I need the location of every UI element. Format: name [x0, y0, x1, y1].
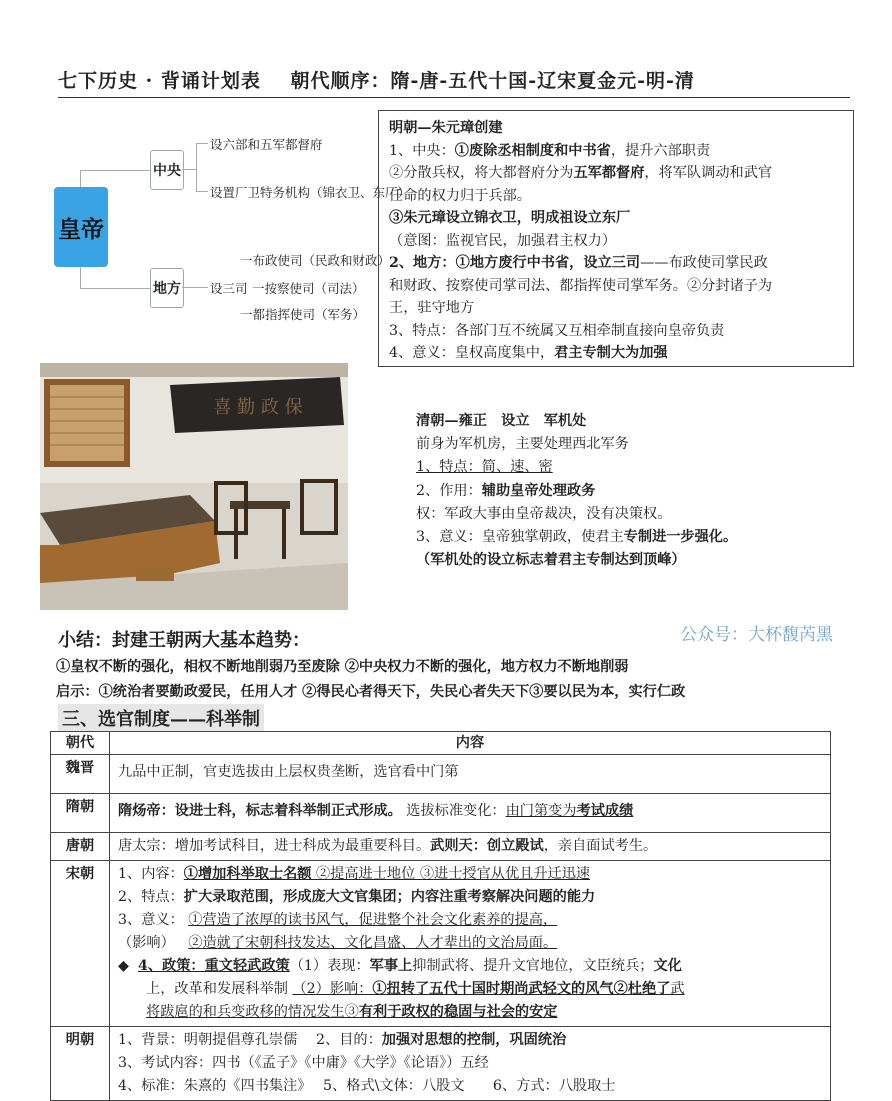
dynasty-cell: 唐朝	[51, 833, 110, 861]
content-text: 增加考试科目，进士科成为最重要科目。	[174, 838, 431, 854]
qing-text: 权：军政大事由皇帝裁决，没有决策权。	[416, 505, 672, 522]
dynasty-order: 朝代顺序：隋-唐-五代十国-辽宋夏金元-明-清	[290, 70, 695, 92]
content-text: 选拔标准变化：	[401, 803, 506, 819]
emperor-node: 皇帝	[54, 187, 108, 267]
qing-text: 前身为军机房，主要处理西北军务	[416, 436, 629, 453]
table-header-row	[51, 732, 831, 755]
ming-text: 王，驻守地方	[389, 300, 475, 316]
qing-junjichu-block	[416, 410, 737, 572]
content-text: （影响）	[118, 935, 175, 951]
ming-text: 皇权高度集中，	[454, 345, 555, 361]
content-text: ，亲自面试考生。	[543, 838, 658, 854]
ming-text: 各部门互不统属又互相牵制直接向皇帝负责	[454, 322, 725, 339]
plaque-text: 喜 勤 政 保	[213, 397, 303, 418]
ming-text: 4、意义：	[389, 345, 455, 361]
content-cell	[110, 861, 831, 1027]
content-text: ②造就了宋朝科技发达、文化昌盛、人才辈出的文治局面。	[188, 935, 558, 951]
ming-text: ，将军队调动和武官	[644, 165, 773, 181]
ming-summary-box	[378, 110, 854, 367]
content-text: 九品中正制，官吏选拔由上层权贵垄断，选官看中门第	[118, 764, 459, 780]
content-text: 考试成绩	[576, 803, 634, 819]
header-content: 内容	[110, 732, 831, 755]
content-text: 1、内容：	[118, 866, 184, 882]
content-text: ①增加科举取士名额	[183, 866, 312, 882]
ming-text: ，提升六部职责	[610, 142, 711, 159]
ming-text: 1、中央：	[389, 142, 455, 159]
ming-text: 君主专制大为加强	[554, 345, 668, 361]
content-text: 唐太宗：	[118, 838, 175, 854]
content-text: 文化	[653, 958, 682, 974]
content-text: 创立殿试	[486, 838, 544, 854]
ming-text: ①地方废行中书省，设立三司	[455, 255, 641, 271]
junjichu-photo-illustration	[40, 363, 348, 610]
content-text: 2、特点：	[118, 889, 184, 905]
qing-text: （军机处的设立标志着君主专制达到顶峰）	[416, 552, 686, 569]
local-item-2: 一按察使司（司法）	[252, 281, 365, 296]
content-text: 3、意义：	[118, 912, 184, 928]
summary-line-2: 启示：①统治者要勤政爱民，任用人才 ②得民心者得天下，失民心者失天下③要以民为本，实行仁政	[56, 684, 686, 700]
content-text: 有利于政权的稳固与社会的安定	[358, 1004, 558, 1020]
content-text: 军事上	[369, 958, 413, 974]
content-text: ②提高进士地位 ③进士授官从优且升迁迅速	[311, 866, 591, 882]
content-text: （2）影响：	[292, 981, 373, 997]
dynasty-cell: 隋朝	[51, 794, 110, 833]
content-cell	[110, 794, 831, 833]
content-text: 由门第变为	[505, 803, 577, 819]
diamond-bullet-icon: ◆	[118, 958, 129, 974]
summary-heading: 小结：封建王朝两大基本趋势：	[58, 630, 310, 651]
content-text: 武	[670, 981, 685, 997]
central-item-1: 设六部和五军都督府	[210, 137, 323, 152]
local-item-3: 一都指挥使司（军务）	[240, 307, 366, 322]
ming-text: ③朱元璋设立锦衣卫，明成祖设立东厂	[389, 210, 631, 226]
ming-text: 任命的权力归于兵部。	[389, 187, 531, 204]
qing-text: 3、意义：	[416, 529, 482, 546]
dynasty-cell: 宋朝	[51, 861, 110, 1027]
table-row	[51, 794, 831, 833]
qing-title: 清朝—雍正 设立 军机处	[416, 413, 587, 429]
local-prefix: 设三司	[210, 281, 248, 296]
ming-text: （意图：监视官民，加强君主权力）	[389, 232, 617, 249]
content-cell	[110, 833, 831, 861]
content-text: 扩大录取范围，形成庞大文官集团；内容注重考察解决问题的能力	[183, 889, 596, 905]
qing-text: 1、特点：简、速、密	[416, 459, 553, 476]
summary-line-1: ①皇权不断的强化，相权不断地削弱乃至废除 ②中央权力不断的强化，地方权力不断地削弱	[56, 659, 629, 675]
central-item-2: 设置厂卫特务机构（锦衣卫、东厂）	[210, 185, 411, 200]
content-text: ①扭转了五代十国时期尚武轻文的风气②杜绝了	[372, 981, 671, 997]
local-node: 地方	[150, 268, 184, 308]
content-text: 加强对思想的控制，巩固统治	[381, 1032, 567, 1048]
ming-text: ②分散兵权，将大都督府分为	[389, 165, 574, 181]
dynasty-cell: 魏晋	[51, 755, 110, 794]
content-cell	[110, 1027, 831, 1101]
qing-text: 专制进一步强化。	[623, 529, 738, 546]
local-item-1: 一布政使司（民政和财政）	[240, 253, 391, 268]
content-text: 1、背景：明朝提倡尊孔崇儒 2、目的：	[118, 1032, 382, 1048]
keju-table	[50, 731, 831, 1101]
ming-text: ①废除丞相制度和中书省	[454, 142, 611, 159]
content-text: 隋炀帝：设进士科，标志着科举制正式形成。	[118, 803, 402, 819]
junjichu-photo	[40, 363, 348, 610]
content-text: ①营造了浓厚的读书风气，促进整个社会文化素养的提高，	[188, 912, 558, 928]
ming-text: ——布政使司掌民政	[640, 255, 768, 271]
table-row	[51, 1027, 831, 1101]
content-cell	[110, 755, 831, 794]
ming-text: 3、特点：	[389, 322, 455, 339]
qing-text: 辅助皇帝处理政务	[481, 482, 596, 499]
content-text: 改革和发展科举制	[174, 981, 288, 997]
content-text: 上，	[146, 981, 175, 997]
title-main: 七下历史 · 背诵计划表	[58, 70, 261, 92]
content-text: 武则天：	[430, 838, 487, 854]
ming-text: 五军都督府	[573, 165, 645, 181]
table-row	[51, 833, 831, 861]
ming-text: 2、地方：	[389, 255, 456, 271]
content-text: （1）表现：	[289, 958, 370, 974]
section-heading: 三、选官制度——科举制	[58, 704, 264, 732]
table-row	[51, 861, 831, 1027]
table-row	[51, 755, 831, 794]
content-text: 将跋扈的和兵变政移的情况发生③	[146, 1004, 359, 1020]
page-title	[58, 66, 695, 93]
content-text: 3、考试内容：四书（《孟子》《中庸》《大学》《论语》）五经	[118, 1055, 489, 1071]
content-text: 4、政策：重文轻武政策	[137, 958, 290, 974]
qing-text: 皇帝独掌朝政，使君主	[481, 529, 624, 546]
title-divider	[58, 97, 850, 98]
qing-text: 2、作用：	[416, 482, 482, 499]
content-text: 4、标准：朱熹的《四书集注》 5、格式\文体：八股文 6、方式：八股取士	[118, 1078, 616, 1094]
central-node: 中央	[150, 150, 184, 190]
content-text: 抑制武将、提升文官地位，文臣统兵；	[412, 958, 654, 974]
header-dynasty: 朝代	[51, 732, 110, 755]
wechat-watermark: 公众号：大杯馥芮黑	[680, 625, 833, 645]
ming-title: 明朝—朱元璋创建	[389, 120, 503, 136]
dynasty-cell: 明朝	[51, 1027, 110, 1101]
ming-text: 和财政、按察使司掌司法、都指挥使司掌军务。②分封诸子为	[389, 277, 773, 294]
